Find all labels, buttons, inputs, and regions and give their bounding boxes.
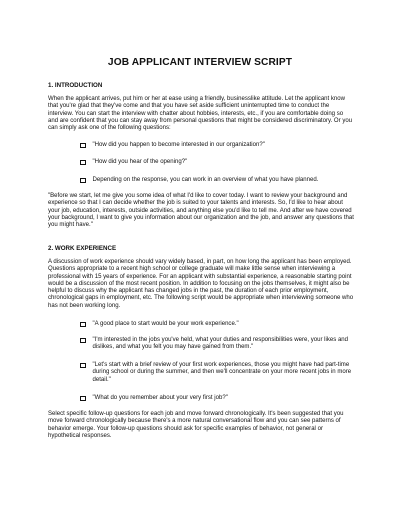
checkbox-icon[interactable]	[80, 322, 86, 328]
question-item	[80, 321, 356, 328]
question-item	[80, 142, 356, 149]
question-text: Depending on the response, you can work in an overview of what you have planned.	[92, 177, 319, 183]
introduction-closing-paragraph: "Before we start, let me give you some idea of what I'd like to cover today. I want to review your background and experience so that I can decide whether the job is suited to your talents and interests. So, I'd like to hear about your job, education, interests, outside activities, and anything else you'd like to tell me. And after we have covered your background, I want to give you information about our organization and the job, and answer any questions that you might have."	[48, 193, 354, 228]
checkbox-icon[interactable]	[80, 363, 86, 369]
checkbox-icon[interactable]	[80, 338, 86, 344]
question-text: "What do you remember about your very first job?"	[92, 395, 228, 401]
page-title: JOB APPLICANT INTERVIEW SCRIPT	[107, 57, 293, 68]
section-heading-introduction: 1. INTRODUCTION	[48, 82, 103, 89]
section-heading-work-experience: 2. WORK EXPERIENCE	[48, 245, 117, 252]
question-item	[80, 362, 356, 384]
question-item	[80, 159, 356, 166]
question-text: "I'm interested in the jobs you've held, what your duties and responsibilities were, your likes and dislikes, and what you felt you may have gained from them."	[92, 337, 349, 351]
checkbox-icon[interactable]	[80, 160, 86, 166]
work-experience-closing-paragraph: Select specific follow-up questions for each job and move forward chronologically. It's been suggested that you move forward chronologically because there's a more natural conversational flow and you can see patterns of behavior emerge. Your follow-up questions should ask for specific examples of behavior, not general or hypothetical responses.	[48, 411, 344, 439]
question-item	[80, 177, 356, 184]
introduction-paragraph: When the applicant arrives, put him or her at ease using a friendly, businesslike attitude. Let the applicant know that you're glad that they've come and that you have set aside sufficient uninterrupted time to conduct the interview. You can start the interview with chatter about hobbies, interests, etc., if you are comfortable doing so and are confident that you can stay away from personal questions that might be considered discriminatory. Or you can simply ask one of the following questions:	[48, 96, 353, 131]
checkbox-icon[interactable]	[80, 143, 86, 149]
question-text: "How did you hear of the opening?"	[92, 159, 188, 165]
work-experience-paragraph: A discussion of work experience should vary widely based, in part, on how long the applicant has been employed. Questions appropriate to a recent high school or college graduate will make little sense when interviewing a professional with 15 years of experience. For an applicant with substantial experience, a reasonable starting point would be a discussion of the most recent position. In addition to focusing on the jobs themselves, it might also be helpful to discuss why the applicant has changed jobs in the past, the duration of each prior employment, chronological gaps in employment, etc. The following script would be appropriate when interviewing someone who has not been working long.	[48, 259, 354, 309]
checkbox-icon[interactable]	[80, 396, 86, 402]
question-item	[80, 337, 356, 352]
question-text: "A good place to start would be your work experience."	[92, 321, 239, 327]
question-text: "Let's start with a brief review of your first work experiences, those you might have had part-time during school or during the summer, and then we'll concentrate on your more recent jobs in more detail."	[92, 362, 352, 383]
question-text: "How did you happen to become interested in our organization?"	[92, 142, 265, 148]
checkbox-icon[interactable]	[80, 178, 86, 184]
question-item	[80, 395, 356, 402]
